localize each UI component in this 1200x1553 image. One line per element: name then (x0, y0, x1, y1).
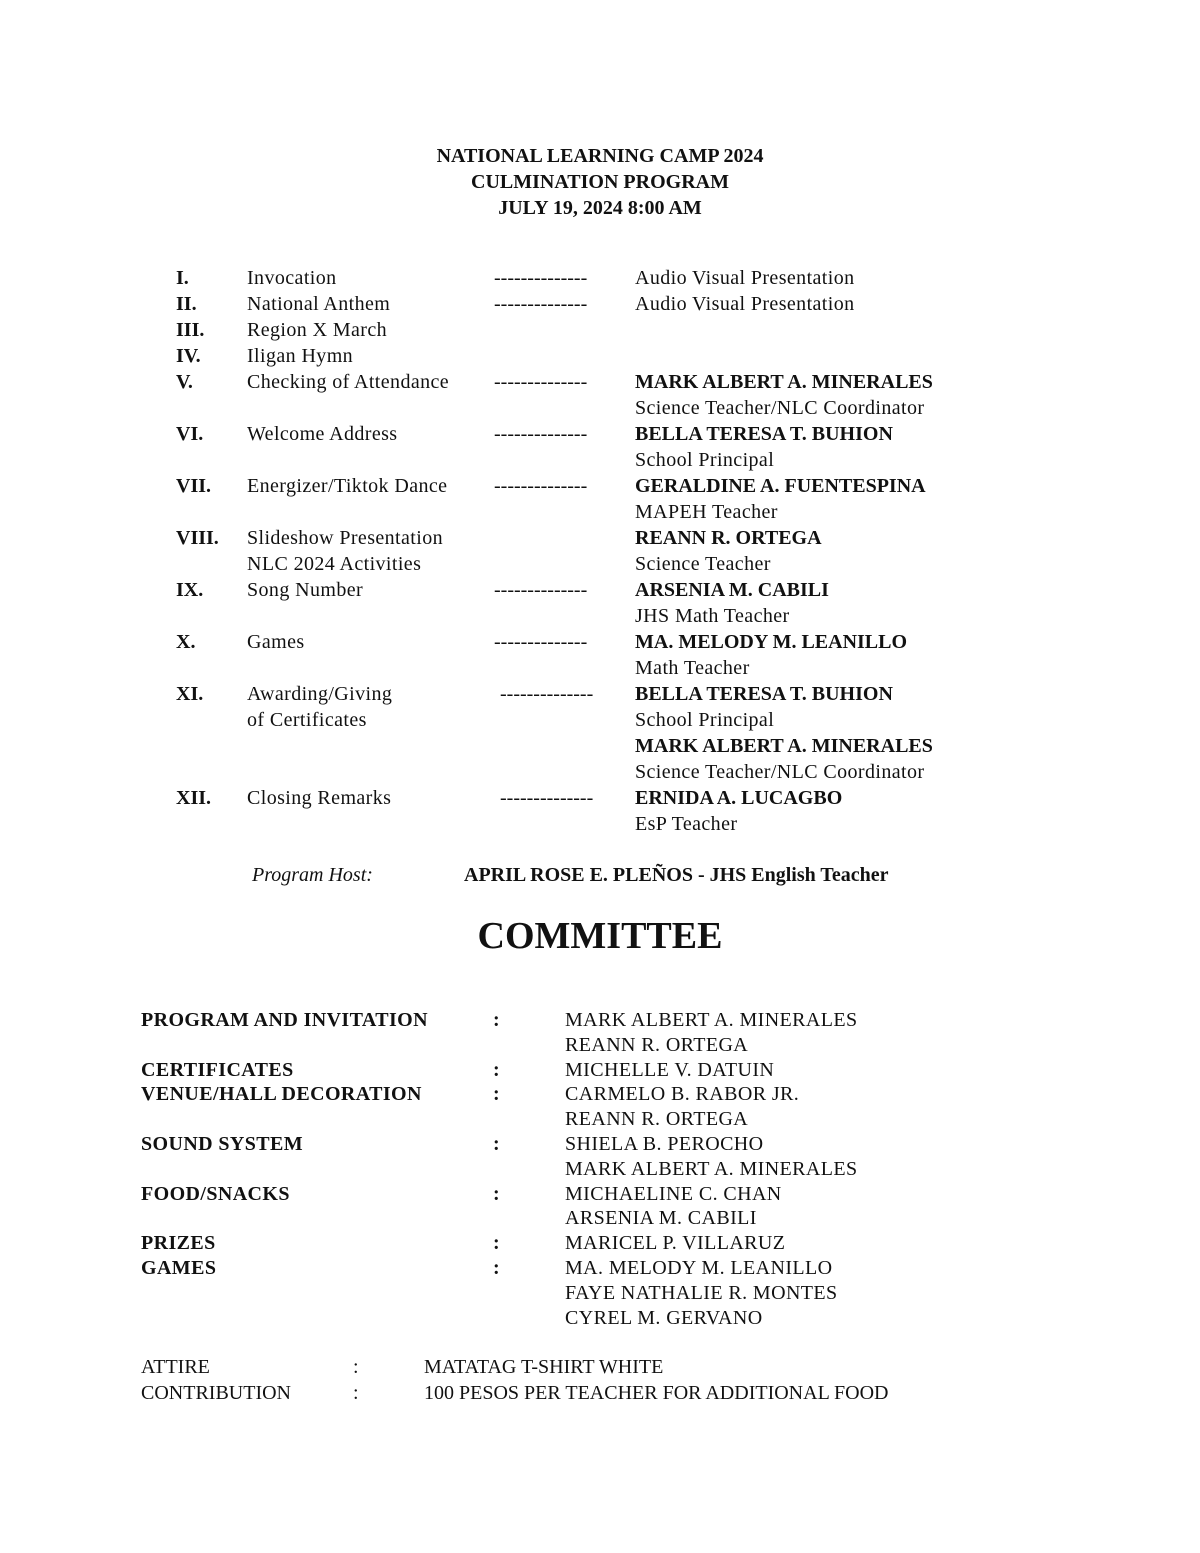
program-item-number: IV. (176, 345, 201, 367)
program-person-role: Science Teacher (635, 553, 771, 575)
committee-member: REANN R. ORTEGA (565, 1034, 749, 1056)
committee-member: REANN R. ORTEGA (565, 1108, 749, 1130)
program-item-title: of Certificates (247, 709, 367, 731)
program-item-title: NLC 2024 Activities (247, 553, 422, 575)
program-item-title: Energizer/Tiktok Dance (247, 475, 448, 497)
program-item-title: Invocation (247, 267, 337, 289)
program-item-title: Iligan Hymn (247, 345, 354, 367)
contribution-colon: : (353, 1382, 359, 1404)
committee-member: MICHAELINE C. CHAN (565, 1183, 782, 1205)
committee-member: MARK ALBERT A. MINERALES (565, 1158, 858, 1180)
committee-colon: : (493, 1059, 500, 1081)
committee-member: CARMELO B. RABOR JR. (565, 1083, 800, 1105)
committee-label: FOOD/SNACKS (141, 1183, 290, 1205)
program-item-number: II. (176, 293, 197, 315)
program-item-dash: -------------- (500, 787, 594, 809)
program-item-title: Closing Remarks (247, 787, 392, 809)
committee-member: MARK ALBERT A. MINERALES (565, 1009, 858, 1031)
program-person-role: MAPEH Teacher (635, 501, 778, 523)
program-item-dash: -------------- (494, 423, 588, 445)
committee-title: COMMITTEE (477, 915, 723, 957)
contribution-value: 100 PESOS PER TEACHER FOR ADDITIONAL FOOD (424, 1382, 889, 1404)
program-item-title: National Anthem (247, 293, 391, 315)
program-person-name: MARK ALBERT A. MINERALES (635, 735, 933, 757)
program-person-role: Audio Visual Presentation (635, 267, 855, 289)
program-item-dash: -------------- (494, 475, 588, 497)
contribution-label: CONTRIBUTION (141, 1382, 291, 1404)
committee-colon: : (493, 1232, 500, 1254)
committee-member: MICHELLE V. DATUIN (565, 1059, 775, 1081)
program-item-number: XI. (176, 683, 204, 705)
program-item-dash: -------------- (494, 579, 588, 601)
committee-colon: : (493, 1133, 500, 1155)
program-person-role: School Principal (635, 449, 775, 471)
committee-member: SHIELA B. PEROCHO (565, 1133, 764, 1155)
program-item-dash: -------------- (500, 683, 594, 705)
program-item-number: V. (176, 371, 193, 393)
program-item-number: I. (176, 267, 189, 289)
program-person-name: BELLA TERESA T. BUHION (635, 683, 893, 705)
program-person-role: Audio Visual Presentation (635, 293, 855, 315)
program-person-role: Science Teacher/NLC Coordinator (635, 761, 925, 783)
program-person-name: MARK ALBERT A. MINERALES (635, 371, 933, 393)
attire-label: ATTIRE (141, 1356, 210, 1378)
program-person-role: EsP Teacher (635, 813, 738, 835)
attire-colon: : (353, 1356, 359, 1378)
program-item-title: Welcome Address (247, 423, 398, 445)
program-item-title: Slideshow Presentation (247, 527, 444, 549)
committee-colon: : (493, 1183, 500, 1205)
program-item-number: XII. (176, 787, 212, 809)
program-item-title: Region X March (247, 319, 388, 341)
committee-member: CYREL M. GERVANO (565, 1307, 763, 1329)
program-person-role: Math Teacher (635, 657, 750, 679)
program-item-number: VIII. (176, 527, 219, 549)
program-item-dash: -------------- (494, 371, 588, 393)
committee-member: ARSENIA M. CABILI (565, 1207, 757, 1229)
program-item-number: X. (176, 631, 196, 653)
program-item-number: IX. (176, 579, 204, 601)
attire-value: MATATAG T-SHIRT WHITE (424, 1356, 664, 1378)
committee-colon: : (493, 1009, 500, 1031)
host-name: APRIL ROSE E. PLEÑOS - JHS English Teacher (464, 864, 889, 886)
program-item-dash: -------------- (494, 631, 588, 653)
committee-colon: : (493, 1257, 500, 1279)
committee-label: CERTIFICATES (141, 1059, 294, 1081)
committee-colon: : (493, 1083, 500, 1105)
program-person-name: REANN R. ORTEGA (635, 527, 822, 549)
program-person-name: ERNIDA A. LUCAGBO (635, 787, 843, 809)
header-title: NATIONAL LEARNING CAMP 2024 (436, 145, 764, 167)
committee-label: PRIZES (141, 1232, 216, 1254)
header-subtitle: CULMINATION PROGRAM (471, 171, 729, 193)
program-person-role: JHS Math Teacher (635, 605, 790, 627)
program-person-role: School Principal (635, 709, 775, 731)
program-item-title: Song Number (247, 579, 364, 601)
program-item-dash: -------------- (494, 267, 588, 289)
committee-member: FAYE NATHALIE R. MONTES (565, 1282, 838, 1304)
committee-label: GAMES (141, 1257, 217, 1279)
committee-label: PROGRAM AND INVITATION (141, 1009, 428, 1031)
program-item-number: VI. (176, 423, 204, 445)
host-label: Program Host: (252, 864, 373, 886)
committee-member: MARICEL P. VILLARUZ (565, 1232, 786, 1254)
program-person-name: ARSENIA M. CABILI (635, 579, 829, 601)
program-item-title: Checking of Attendance (247, 371, 450, 393)
program-item-number: III. (176, 319, 205, 341)
program-person-role: Science Teacher/NLC Coordinator (635, 397, 925, 419)
committee-label: VENUE/HALL DECORATION (141, 1083, 422, 1105)
header-date: JULY 19, 2024 8:00 AM (498, 197, 702, 219)
program-item-number: VII. (176, 475, 212, 497)
program-item-title: Awarding/Giving (247, 683, 393, 705)
program-person-name: MA. MELODY M. LEANILLO (635, 631, 908, 653)
program-person-name: GERALDINE A. FUENTESPINA (635, 475, 926, 497)
program-person-name: BELLA TERESA T. BUHION (635, 423, 893, 445)
program-item-dash: -------------- (494, 293, 588, 315)
program-item-title: Games (247, 631, 305, 653)
committee-label: SOUND SYSTEM (141, 1133, 304, 1155)
committee-member: MA. MELODY M. LEANILLO (565, 1257, 833, 1279)
